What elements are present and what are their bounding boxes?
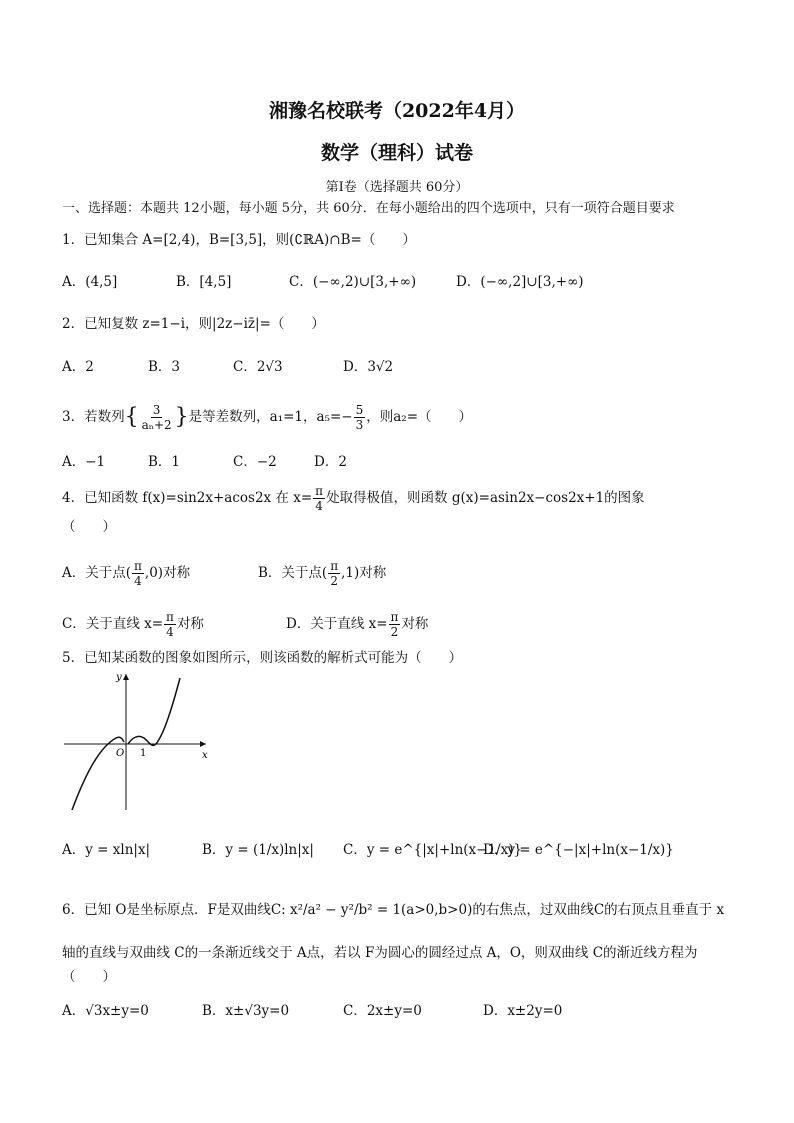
tick-label-one: 1	[140, 748, 147, 759]
q2-choice-b: B．3	[148, 359, 181, 375]
q3-choice-d: D．2	[314, 454, 347, 470]
q5-choice-a: A．y = xln|x|	[62, 842, 151, 858]
y-axis-arrow	[123, 674, 129, 680]
q3-choice-b: B．1	[148, 454, 181, 470]
exam-subtitle: 数学（理科）试卷	[320, 142, 473, 164]
q6-choice-c: C．2x±y=0	[343, 1003, 422, 1019]
origin-label: O	[116, 748, 125, 759]
q3-stem-end: ，则a₂=（ ）	[366, 409, 473, 425]
q4-answer-paren: （ ）	[62, 519, 116, 535]
q4-choice-b: B．关于点( $\frac{\pi}{2}$ ,1)对称	[258, 559, 387, 588]
y-axis-label: y	[116, 672, 122, 683]
x-axis-arrow	[200, 741, 206, 747]
q5-stem: 5．已知某函数的图象如图所示，则该函数的解析式可能为（ ）	[62, 650, 463, 666]
q5-choice-d: D．y = e^{−|x|+ln(x−1/x)}	[483, 842, 674, 858]
q6-choice-b: B．x±√3y=0	[202, 1003, 290, 1019]
q4-choice-c: C．关于直线 x= $\frac{\pi}{4}$ 对称	[62, 610, 204, 639]
section-heading: 第Ⅰ卷（选择题共 60分）	[325, 180, 469, 195]
q2-choice-c: C．2√3	[233, 359, 283, 375]
q4-choice-d: D．关于直线 x= $\frac{\pi}{2}$ 对称	[286, 610, 429, 639]
q5-function-graph	[60, 668, 210, 814]
exam-title: 湘豫名校联考（2022年4月）	[268, 100, 526, 122]
q1-choice-a: A．(4,5]	[62, 274, 118, 290]
q6-stem-line1: 6．已知 O是坐标原点．F是双曲线C: x²/a² − y²/b² = 1(a>0,b>0)的右焦点，过双曲线C的右顶点且垂直于 x	[62, 902, 725, 918]
q3-stem-mid: 是等差数列，a₁=1，a₅=−	[188, 409, 353, 425]
q5-choice-c: C．y = e^{|x|+ln(x−1/x)}	[343, 842, 523, 858]
q6-choice-a: A．√3x±y=0	[62, 1003, 149, 1019]
q1-choice-d: D．(−∞,2]∪[3,+∞)	[456, 274, 584, 290]
q4-choice-a: A．关于点( $\frac{\pi}{4}$ ,0)对称	[62, 559, 191, 588]
q4-x-fraction: $\frac{\pi}{4}$	[315, 484, 324, 513]
q6-choice-d: D．x±2y=0	[483, 1003, 563, 1019]
q3-a5-fraction: $\frac{5}{3}$	[355, 403, 364, 432]
q5-choice-b: B．y = (1/x)ln|x|	[202, 842, 314, 858]
q1-choice-b: B．[4,5]	[176, 274, 232, 290]
q1-choice-c: C．(−∞,2)∪[3,+∞)	[289, 274, 417, 290]
q4-stem: 4．已知函数 f(x)=sin2x+acos2x 在 x= $\frac{\pi}{4}$ 处取得极值，则函数 g(x)=asin2x−cos2x+1的图象	[62, 484, 645, 513]
q3-stem-start: 3．若数列	[62, 409, 125, 425]
q3-stem: 3．若数列{ $\frac{3}{\text{aₙ+2}}$ }是等差数列，a₁=1，a₅=− $\frac{5}{3}$ ，则a₂=（ ）	[62, 403, 473, 432]
q3-choice-c: C．−2	[233, 454, 277, 470]
q6-stem-line2: 轴的直线与双曲线 C的一条渐近线交于 A点，若以 F为圆心的圆经过点 A，O，则双曲线 C的渐近线方程为	[62, 945, 698, 961]
q2-choice-d: D．3√2	[343, 359, 394, 375]
instructions: 一、选择题：本题共 12小题，每小题 5分，共 60分．在每小题给出的四个选项中，只有一项符合题目要求	[62, 201, 675, 216]
x-axis-label: x	[202, 750, 208, 761]
q3-sequence-fraction: $\frac{3}{\text{aₙ+2}}$	[141, 403, 172, 432]
q2-stem: 2．已知复数 z=1−i，则|2z−iz̄|=（ ）	[62, 316, 325, 332]
q6-answer-paren: （ ）	[62, 969, 116, 985]
q3-choice-a: A．−1	[62, 454, 106, 470]
q1-stem: 1．已知集合 A=[2,4)，B=[3,5]，则(∁ℝA)∩B=（ ）	[62, 232, 416, 248]
q2-choice-a: A．2	[62, 359, 94, 375]
curve-right-branch	[128, 678, 180, 745]
